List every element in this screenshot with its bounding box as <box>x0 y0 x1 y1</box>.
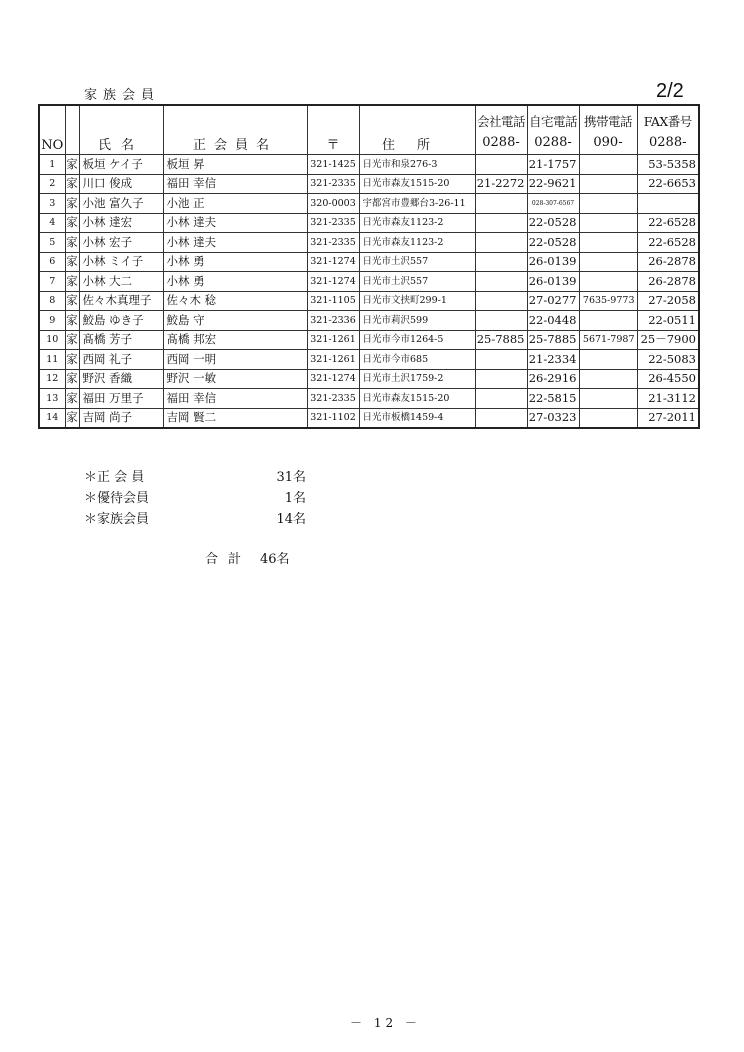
cell-type: 家 <box>65 272 79 292</box>
cell-home-phone: 028-307-6567 <box>527 194 579 214</box>
cell-address: 日光市今市685 <box>359 350 475 370</box>
cell-type: 家 <box>65 389 79 409</box>
cell-address: 日光市森友1515-20 <box>359 174 475 194</box>
cell-mobile <box>579 155 637 175</box>
cell-work-phone <box>475 194 527 214</box>
cell-postal: 321-1274 <box>307 272 359 292</box>
prefix-fax: 0288- <box>637 130 699 155</box>
cell-fax: 26-2878 <box>637 272 699 292</box>
cell-work-phone <box>475 350 527 370</box>
cell-fax: 22-5083 <box>637 350 699 370</box>
cell-member: 吉岡 賢二 <box>163 408 307 428</box>
table-row <box>39 155 699 175</box>
cell-address: 日光市土沢557 <box>359 272 475 292</box>
cell-work-phone <box>475 252 527 272</box>
cell-work-phone <box>475 389 527 409</box>
cell-postal: 321-1274 <box>307 369 359 389</box>
cell-postal: 321-1425 <box>307 155 359 175</box>
cell-name: 小池 富久子 <box>79 194 163 214</box>
cell-mobile <box>579 194 637 214</box>
table-row <box>39 330 699 350</box>
cell-mobile <box>579 389 637 409</box>
table-row <box>39 369 699 389</box>
cell-mobile <box>579 252 637 272</box>
cell-type: 家 <box>65 213 79 233</box>
table-row <box>39 389 699 409</box>
column-header-work-phone: 会社電話 <box>475 105 527 130</box>
column-header-mobile: 携帯電話 <box>579 105 637 130</box>
cell-no: 3 <box>39 194 65 214</box>
table-row <box>39 272 699 292</box>
cell-address: 日光市森友1123-2 <box>359 213 475 233</box>
cell-no: 4 <box>39 213 65 233</box>
cell-work-phone <box>475 213 527 233</box>
cell-home-phone: 22-5815 <box>527 389 579 409</box>
member-table <box>38 104 700 429</box>
cell-address: 日光市文挟町299-1 <box>359 291 475 311</box>
cell-name: 板垣 ケイ子 <box>79 155 163 175</box>
cell-no: 11 <box>39 350 65 370</box>
cell-mobile <box>579 408 637 428</box>
cell-type: 家 <box>65 233 79 253</box>
cell-type: 家 <box>65 330 79 350</box>
cell-home-phone: 27-0277 <box>527 291 579 311</box>
cell-fax: 26-2878 <box>637 252 699 272</box>
cell-home-phone: 26-0139 <box>527 272 579 292</box>
cell-no: 14 <box>39 408 65 428</box>
column-header-member: 正会員名 <box>163 105 307 155</box>
cell-mobile <box>579 213 637 233</box>
column-header-postal: 〒 <box>307 105 359 155</box>
cell-fax: 53-5358 <box>637 155 699 175</box>
cell-type: 家 <box>65 408 79 428</box>
cell-work-phone: 25-7885 <box>475 330 527 350</box>
cell-address: 日光市板橋1459-4 <box>359 408 475 428</box>
cell-type: 家 <box>65 311 79 331</box>
table-row <box>39 252 699 272</box>
column-header-address: 住所 <box>359 105 475 155</box>
cell-postal: 321-1261 <box>307 330 359 350</box>
cell-home-phone: 22-0448 <box>527 311 579 331</box>
cell-no: 2 <box>39 174 65 194</box>
cell-address: 日光市莉沢599 <box>359 311 475 331</box>
table-row <box>39 350 699 370</box>
cell-fax <box>637 194 699 214</box>
column-header-no: NO <box>39 105 65 155</box>
prefix-mobile: 090- <box>579 130 637 155</box>
cell-name: 小林 大二 <box>79 272 163 292</box>
cell-name: 西岡 礼子 <box>79 350 163 370</box>
cell-member: 西岡 一明 <box>163 350 307 370</box>
cell-address: 日光市今市1264-5 <box>359 330 475 350</box>
table-row <box>39 291 699 311</box>
cell-mobile <box>579 233 637 253</box>
cell-postal: 321-2335 <box>307 389 359 409</box>
cell-type: 家 <box>65 252 79 272</box>
cell-address: 日光市森友1515-20 <box>359 389 475 409</box>
summary-value: 1名 <box>284 491 306 506</box>
cell-fax: 21-3112 <box>637 389 699 409</box>
cell-fax: 25－7900 <box>637 330 699 350</box>
cell-postal: 321-2335 <box>307 233 359 253</box>
cell-address: 宇都宮市豊郷台3-26-11 <box>359 194 475 214</box>
cell-member: 福田 幸信 <box>163 174 307 194</box>
table-row <box>39 194 699 214</box>
cell-work-phone <box>475 155 527 175</box>
total-value: 46名 <box>260 552 290 567</box>
cell-fax: 22-6653 <box>637 174 699 194</box>
cell-name: 小林 達宏 <box>79 213 163 233</box>
cell-member: 小林 達夫 <box>163 233 307 253</box>
prefix-work-phone: 0288- <box>475 130 527 155</box>
cell-fax: 22-6528 <box>637 213 699 233</box>
table-row <box>39 213 699 233</box>
cell-name: 小林 宏子 <box>79 233 163 253</box>
cell-mobile: 5671-7987 <box>579 330 637 350</box>
cell-member: 野沢 一敏 <box>163 369 307 389</box>
cell-home-phone: 26-0139 <box>527 252 579 272</box>
cell-address: 日光市森友1123-2 <box>359 233 475 253</box>
column-header-name: 氏名 <box>79 105 163 155</box>
prefix-home-phone: 0288- <box>527 130 579 155</box>
cell-no: 10 <box>39 330 65 350</box>
cell-type: 家 <box>65 369 79 389</box>
cell-address: 日光市土沢1759-2 <box>359 369 475 389</box>
cell-member: 福田 幸信 <box>163 389 307 409</box>
cell-name: 福田 万里子 <box>79 389 163 409</box>
cell-address: 日光市和泉276-3 <box>359 155 475 175</box>
cell-work-phone <box>475 311 527 331</box>
cell-no: 5 <box>39 233 65 253</box>
cell-no: 12 <box>39 369 65 389</box>
table-row <box>39 408 699 428</box>
cell-work-phone: 21-2272 <box>475 174 527 194</box>
cell-postal: 320-0003 <box>307 194 359 214</box>
cell-type: 家 <box>65 174 79 194</box>
cell-work-phone <box>475 369 527 389</box>
cell-postal: 321-2335 <box>307 174 359 194</box>
summary-label: ＊優待会員 <box>84 491 150 506</box>
cell-type: 家 <box>65 291 79 311</box>
column-header-fax: FAX番号 <box>637 105 699 130</box>
cell-postal: 321-1274 <box>307 252 359 272</box>
summary-value: 31名 <box>276 470 306 485</box>
cell-mobile <box>579 369 637 389</box>
cell-postal: 321-2335 <box>307 213 359 233</box>
cell-member: 小林 達夫 <box>163 213 307 233</box>
cell-name: 佐々木真理子 <box>79 291 163 311</box>
cell-fax: 27-2011 <box>637 408 699 428</box>
cell-member: 小林 勇 <box>163 272 307 292</box>
summary-label: ＊正 会 員 <box>84 470 145 485</box>
cell-home-phone: 21-2334 <box>527 350 579 370</box>
cell-name: 髙橋 芳子 <box>79 330 163 350</box>
cell-type: 家 <box>65 155 79 175</box>
cell-mobile <box>579 272 637 292</box>
cell-member: 小林 勇 <box>163 252 307 272</box>
cell-home-phone: 22-0528 <box>527 233 579 253</box>
cell-fax: 26-4550 <box>637 369 699 389</box>
table-row <box>39 311 699 331</box>
summary-label: ＊家族会員 <box>84 512 150 527</box>
cell-member: 板垣 昇 <box>163 155 307 175</box>
cell-member: 小池 正 <box>163 194 307 214</box>
cell-member: 佐々木 稔 <box>163 291 307 311</box>
cell-mobile <box>579 311 637 331</box>
column-header-home-phone: 自宅電話 <box>527 105 579 130</box>
cell-home-phone: 27-0323 <box>527 408 579 428</box>
table-row <box>39 174 699 194</box>
cell-type: 家 <box>65 194 79 214</box>
cell-mobile <box>579 350 637 370</box>
cell-member: 髙橋 邦宏 <box>163 330 307 350</box>
cell-member: 鮫島 守 <box>163 311 307 331</box>
cell-name: 野沢 香織 <box>79 369 163 389</box>
cell-name: 小林 ミイ子 <box>79 252 163 272</box>
cell-name: 吉岡 尚子 <box>79 408 163 428</box>
cell-postal: 321-1102 <box>307 408 359 428</box>
column-header-type <box>65 105 79 155</box>
cell-fax: 22-0511 <box>637 311 699 331</box>
total-row <box>205 548 290 567</box>
cell-no: 8 <box>39 291 65 311</box>
cell-postal: 321-1261 <box>307 350 359 370</box>
cell-home-phone: 25-7885 <box>527 330 579 350</box>
cell-no: 6 <box>39 252 65 272</box>
cell-mobile: 7635-9773 <box>579 291 637 311</box>
cell-work-phone <box>475 291 527 311</box>
cell-work-phone <box>475 233 527 253</box>
cell-no: 7 <box>39 272 65 292</box>
cell-home-phone: 21-1757 <box>527 155 579 175</box>
cell-fax: 22-6528 <box>637 233 699 253</box>
cell-address: 日光市土沢557 <box>359 252 475 272</box>
cell-home-phone: 26-2916 <box>527 369 579 389</box>
summary-value: 14名 <box>276 512 306 527</box>
cell-name: 鮫島 ゆき子 <box>79 311 163 331</box>
cell-postal: 321-2336 <box>307 311 359 331</box>
cell-work-phone <box>475 408 527 428</box>
total-label: 合計 <box>205 552 252 567</box>
table-row <box>39 233 699 253</box>
cell-no: 13 <box>39 389 65 409</box>
cell-fax: 27-2058 <box>637 291 699 311</box>
cell-name: 川口 俊成 <box>79 174 163 194</box>
cell-postal: 321-1105 <box>307 291 359 311</box>
cell-work-phone <box>475 272 527 292</box>
cell-type: 家 <box>65 350 79 370</box>
cell-home-phone: 22-0528 <box>527 213 579 233</box>
page-indicator: 2/2 <box>656 80 684 102</box>
cell-home-phone: 22-9621 <box>527 174 579 194</box>
cell-no: 1 <box>39 155 65 175</box>
page-title: 家族会員 <box>84 88 161 103</box>
cell-mobile <box>579 174 637 194</box>
page-number: － 12 － <box>350 1016 421 1030</box>
cell-no: 9 <box>39 311 65 331</box>
